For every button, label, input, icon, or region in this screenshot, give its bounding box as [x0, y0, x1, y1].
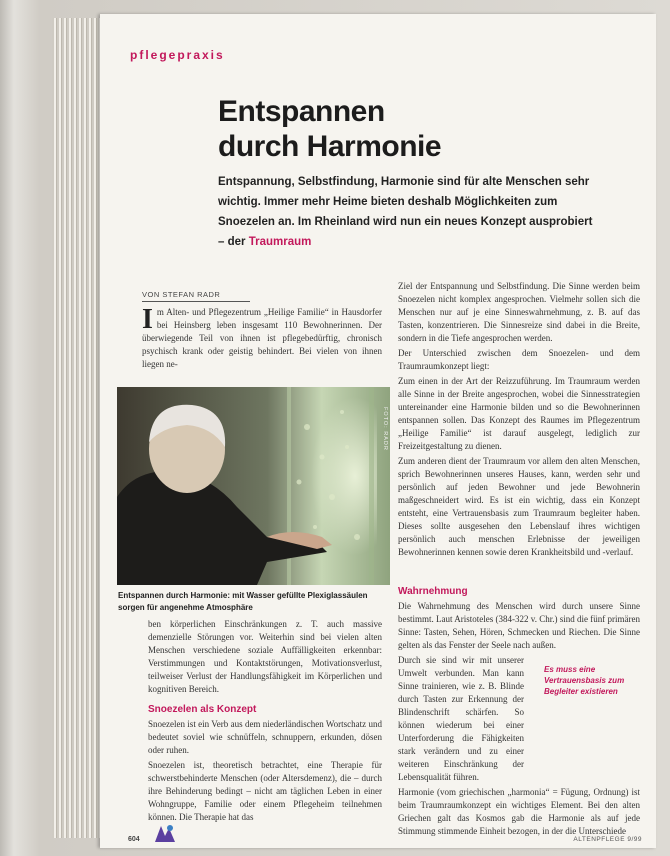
column-1-lower: [148, 618, 382, 698]
magazine-spine: [52, 18, 100, 838]
column-2-bottom: [398, 600, 640, 840]
snoezelen-paragraph-1: Snoezelen ist ein Verb aus dem niederländischen Wortschatz und bedeutet soviel wie schnüffeln, schnuppern, erkunden, dösen oder ruhen.: [148, 719, 382, 755]
col2-paragraph-1: Ziel der Entspannung und Selbstfindung. Die Sinne werden beim Snoezelen nicht komplex angesprochen. Vielmehr sollen sich die Menschen nur auf je eine Sinneswahrnehmung, z. B. auf das Tasten, konzentrieren. Die Sinnesreize sind dabei in die Breite, sondern in die Tiefe angesprochen werden.: [398, 281, 640, 343]
page-number: 604: [128, 836, 140, 843]
article-photo: [117, 387, 390, 585]
column-1-lower-text: ben körperlichen Einschränkungen z. T. auch massive demenzielle Störungen vor. Weiterhin sind bei vielen alten Menschen verschiedene soziale Auffälligkeiten erkennbar: Verstimmungen und Kontaktstörungen, Motivationsverlust, teilweiser Verlust der Handlungsfähigkeit im Körperlichen und kognitiven Bereich.: [148, 619, 382, 694]
col2-paragraph-4: Zum anderen dient der Traumraum vor allem den alten Menschen, sprich Bewohnerinnen unseres Hauses, kann, werden sehr und persönlich auf jeden Bewohner und jede Bewohnerin maßgeschneidert wird. Es ist ein wichtig, dass ein Konzept entsteht, eine Vertrauensbasis zum Traumraum begleiter haben. Dieses sollte ausgesehen den Lebenslauf ihres wichtigen persönlich auch menschen Erlebnisse der jeweiligen Bewohnerinnen kennen sowie deren Krankheitsbild und -verlauf.: [398, 456, 640, 557]
intro-text: m Alten- und Pflegezentrum „Heilige Familie“ in Hausdorfer bei Heinsberg leben insgesamt 110 Bewohnerinnen. Der überwiegende Teil von ihnen ist pflegebedürftig, chronisch psychisch krank oder geistig behindert. Bei vielen von ihnen liegen ne-: [142, 307, 382, 369]
issue-label: ALTENPFLEGE 9/99: [573, 836, 642, 843]
snoezelen-paragraph-2: Snoezelen ist, theoretisch betrachtet, eine Therapie für schwerstbehinderte Menschen (oder Altersdemenz), die – durch ihre Behinderung bedingt – nicht am täglichen Leben in einer Wohngruppe, Familie oder einem Pflegeheim teilnehmen können. Die Therapie hat das: [148, 760, 382, 822]
magazine-page: [100, 14, 656, 848]
magazine-logo-icon: [152, 822, 178, 844]
dropcap: I: [142, 304, 153, 335]
col2-paragraph-2: Der Unterschied zwischen dem Snoezelen- und dem Traumraumkonzept liegt:: [398, 348, 640, 371]
headline: [218, 94, 441, 164]
photo-illustration: [117, 387, 390, 585]
subhead-snoezelen: Snoezelen als Konzept: [148, 704, 257, 715]
column-1-intro: [142, 306, 382, 373]
lead-text: Entspannung, Selbstfindung, Harmonie sind für alte Menschen sehr wichtig. Immer mehr Heime bieten deshalb Möglichkeiten zum Snoezelen an. Im Rheinland wird nun ein neues Konzept ausprobiert – der: [218, 176, 593, 248]
byline: VON STEFAN RADR: [142, 290, 250, 302]
headline-line-2: durch Harmonie: [218, 130, 442, 163]
headline-line-1: Entspannen: [218, 95, 385, 128]
wahrnehmung-paragraph-1: Die Wahrnehmung des Menschen wird durch unsere Sinne bestimmt. Laut Aristoteles (384-322 v. Chr.) sind die fünf primären Sinne: Tasten, Sehen, Hören, Schmecken und Riechen. Die Sinne gelten als das Fenster der Seele nach außen.: [398, 601, 640, 650]
lead-accent: Traumraum: [248, 236, 312, 248]
wahrnehmung-paragraph-3: Harmonie (vom griechischen „harmonia“ = Fügung, Ordnung) ist beim Traumraumkonzept ein wichtiges Element. Bei den alten Griechen galt das Kosmos gab die Harmonie als auf jede Stimmung stimmende Einheit bezogen, in der die Unterschiede: [398, 787, 640, 836]
lead-paragraph: [218, 172, 598, 252]
column-1-snoezelen: [148, 718, 382, 826]
wahrnehmung-paragraph-2: Durch sie sind wir mit unserer Umwelt verbunden. Man kann Sinne trainieren, wie z. B. Blinde durch Tasten zur Erkennung der Blindenschrift schärfen. So können wiederum bei einer Unterforderung die Fähigkeiten stark verändern und zu einer weiteren Einschränkung der Lebensqualität führen.: [398, 655, 524, 782]
photo-caption: Entspannen durch Harmonie: mit Wasser gefüllte Plexiglassäulen sorgen für angenehme Atmosphäre: [118, 591, 368, 612]
pull-quote: Es muss eine Vertrauensbasis zum Begleiter existieren: [544, 665, 625, 696]
subhead-wahrnehmung: Wahrnehmung: [398, 586, 468, 597]
col2-paragraph-3: Zum einen in der Art der Reizzuführung. Im Traumraum werden alle Sinne in der Breite angesprochen, wobei die Sinnesstrategien untereinander eine Harmonie bilden und so die Bewohnerinnen entspannen sollen. Das Konzept des Raumes im Pflegezentrum „Heilige Familie“ ist darauf ausgelegt, lediglich zur Freizeitgestaltung zu dienen.: [398, 376, 640, 451]
section-kicker: pflegepraxis: [130, 48, 225, 62]
column-2-top: [398, 280, 640, 561]
photo-credit: FOTO: RADR: [382, 407, 388, 451]
